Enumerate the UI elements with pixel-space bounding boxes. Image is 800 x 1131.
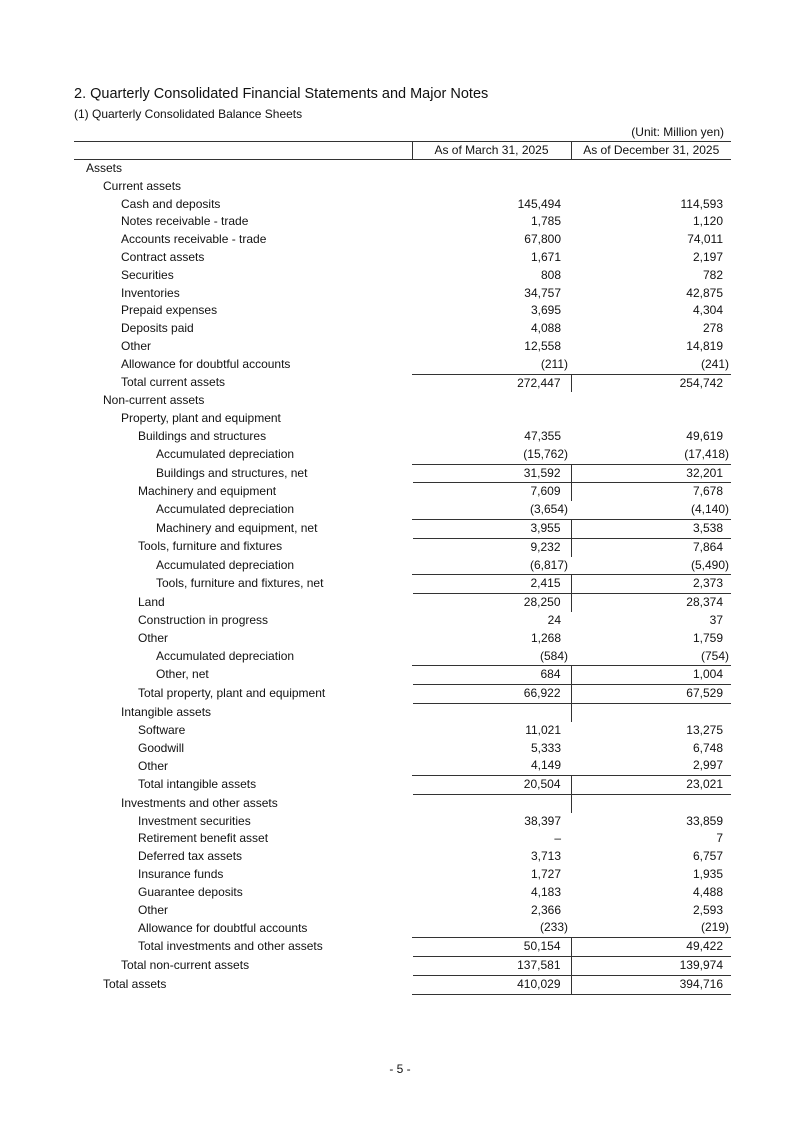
value-march-2025: 410,029 xyxy=(412,975,571,994)
table-row xyxy=(74,483,731,501)
table-row xyxy=(74,830,731,848)
value-december-2025: (754) xyxy=(700,648,729,663)
value-march-2025: 808 xyxy=(540,267,561,282)
value-december-2025 xyxy=(571,410,731,428)
value-march-2025: 3,713 xyxy=(530,849,561,864)
table-row xyxy=(74,501,731,519)
value-december-2025: 49,422 xyxy=(571,938,731,957)
table-row xyxy=(74,196,731,214)
value-december-2025: (219) xyxy=(700,920,729,935)
row-label: Tools, furniture and fixtures xyxy=(138,539,283,554)
row-label: Investments and other assets xyxy=(121,795,278,810)
value-december-2025: 782 xyxy=(702,267,723,282)
value-december-2025: 6,748 xyxy=(692,740,723,755)
table-row xyxy=(74,938,731,957)
value-december-2025: 13,275 xyxy=(686,722,723,737)
value-march-2025: 50,154 xyxy=(412,938,571,957)
table-row xyxy=(74,703,731,721)
value-december-2025 xyxy=(571,703,731,721)
row-label: Other xyxy=(138,902,169,917)
value-december-2025: 67,529 xyxy=(571,685,731,704)
value-december-2025: 42,875 xyxy=(686,285,723,300)
value-december-2025: 33,859 xyxy=(686,813,723,828)
row-label: Machinery and equipment, net xyxy=(156,520,318,535)
value-december-2025: 7,678 xyxy=(571,483,731,501)
table-row xyxy=(74,866,731,884)
value-december-2025: 4,304 xyxy=(692,303,723,318)
value-march-2025 xyxy=(412,703,571,721)
table-row xyxy=(74,902,731,920)
unit-note: (Unit: Million yen) xyxy=(631,125,724,139)
table-row xyxy=(74,757,731,775)
value-march-2025 xyxy=(412,160,571,178)
row-label: Other xyxy=(138,758,169,773)
value-december-2025: 1,004 xyxy=(571,666,731,685)
value-march-2025: 3,695 xyxy=(530,303,561,318)
table-row xyxy=(74,428,731,446)
row-label: Deferred tax assets xyxy=(138,849,243,864)
value-december-2025: (5,490) xyxy=(690,557,729,572)
row-label: Non-current assets xyxy=(103,393,205,408)
table-row xyxy=(74,813,731,831)
value-march-2025: 1,268 xyxy=(530,630,561,645)
table-row xyxy=(74,848,731,866)
value-december-2025: 3,538 xyxy=(571,519,731,538)
table-body xyxy=(74,160,731,995)
value-march-2025: 11,021 xyxy=(525,722,561,737)
value-march-2025: 47,355 xyxy=(524,428,561,443)
value-march-2025: 34,757 xyxy=(524,285,561,300)
table-row xyxy=(74,519,731,538)
table-row xyxy=(74,630,731,648)
section-heading: 2. Quarterly Consolidated Financial Statements and Major Notes xyxy=(74,86,489,102)
table-row xyxy=(74,410,731,428)
value-december-2025: 2,197 xyxy=(692,249,723,264)
row-label: Other xyxy=(138,630,169,645)
page-number: - 5 - xyxy=(389,1062,411,1076)
value-march-2025: 2,415 xyxy=(412,575,571,594)
row-label: Software xyxy=(138,722,186,737)
table-row xyxy=(74,160,731,178)
value-march-2025: 31,592 xyxy=(412,464,571,483)
value-march-2025: 24 xyxy=(547,612,561,627)
value-december-2025: 1,759 xyxy=(692,630,723,645)
row-label: Intangible assets xyxy=(121,704,212,719)
value-march-2025: 67,800 xyxy=(524,232,561,247)
table-row xyxy=(74,356,731,374)
table-row xyxy=(74,594,731,612)
value-december-2025: 2,373 xyxy=(571,575,731,594)
row-label: Insurance funds xyxy=(138,867,224,882)
row-label: Prepaid expenses xyxy=(121,303,218,318)
value-march-2025: 4,149 xyxy=(530,758,561,773)
table-row xyxy=(74,302,731,320)
value-march-2025: 272,447 xyxy=(412,374,571,392)
value-march-2025 xyxy=(412,410,571,428)
value-december-2025: 14,819 xyxy=(686,338,723,353)
value-december-2025: (4,140) xyxy=(690,502,729,517)
value-december-2025 xyxy=(571,794,731,812)
value-march-2025: 1,727 xyxy=(530,867,561,882)
row-label: Allowance for doubtful accounts xyxy=(138,920,308,935)
value-december-2025: 139,974 xyxy=(571,957,731,976)
table-row xyxy=(74,740,731,758)
table-row xyxy=(74,722,731,740)
value-march-2025: 137,581 xyxy=(412,957,571,976)
row-label: Current assets xyxy=(103,178,182,193)
table-row xyxy=(74,285,731,303)
value-march-2025: 145,494 xyxy=(517,196,561,211)
table-row xyxy=(74,392,731,410)
value-december-2025: 2,593 xyxy=(692,902,723,917)
value-december-2025: 37 xyxy=(709,612,723,627)
value-december-2025: 32,201 xyxy=(571,464,731,483)
value-march-2025: 3,955 xyxy=(412,519,571,538)
row-label: Guarantee deposits xyxy=(138,884,243,899)
row-label: Tools, furniture and fixtures, net xyxy=(156,576,324,591)
row-label: Cash and deposits xyxy=(121,196,221,211)
row-label: Total investments and other assets xyxy=(138,939,323,954)
value-march-2025: 4,088 xyxy=(530,321,561,336)
row-label: Accumulated depreciation xyxy=(156,648,295,663)
balance-sheet-table xyxy=(74,141,731,995)
value-december-2025 xyxy=(571,160,731,178)
column-header-march-2025: As of March 31, 2025 xyxy=(412,142,571,160)
row-label: Machinery and equipment xyxy=(138,484,277,499)
table-row xyxy=(74,919,731,937)
value-december-2025: 278 xyxy=(702,321,723,336)
table-row xyxy=(74,884,731,902)
row-label: Construction in progress xyxy=(138,612,269,627)
value-march-2025: 684 xyxy=(412,666,571,685)
value-march-2025: 12,558 xyxy=(524,338,561,353)
table-row xyxy=(74,446,731,464)
row-label: Other xyxy=(121,338,152,353)
table-row xyxy=(74,249,731,267)
table-row xyxy=(74,557,731,575)
value-march-2025: 5,333 xyxy=(530,740,561,755)
row-label: Contract assets xyxy=(121,249,205,264)
header-label-cell xyxy=(74,142,412,160)
value-december-2025: 2,997 xyxy=(692,758,723,773)
value-march-2025: 7,609 xyxy=(412,483,571,501)
value-march-2025: (6,817) xyxy=(529,557,568,572)
value-december-2025: 254,742 xyxy=(571,374,731,392)
table-row xyxy=(74,975,731,994)
table-row xyxy=(74,538,731,556)
value-march-2025: (211) xyxy=(540,356,568,371)
value-december-2025: 394,716 xyxy=(571,975,731,994)
value-march-2025: 66,922 xyxy=(412,685,571,704)
row-label: Inventories xyxy=(121,285,180,300)
row-label: Goodwill xyxy=(138,740,185,755)
value-march-2025 xyxy=(412,794,571,812)
section-subheading: (1) Quarterly Consolidated Balance Sheets xyxy=(74,107,303,121)
row-label: Securities xyxy=(121,267,174,282)
table-row xyxy=(74,464,731,483)
value-december-2025: 28,374 xyxy=(571,594,731,612)
value-december-2025: 7,864 xyxy=(571,538,731,556)
row-label: Accumulated depreciation xyxy=(156,447,295,461)
row-label: Total non-current assets xyxy=(121,958,250,973)
value-march-2025: (15,762) xyxy=(523,446,568,461)
row-label: Land xyxy=(138,594,165,609)
table-row xyxy=(74,374,731,392)
value-march-2025: 1,785 xyxy=(530,214,561,229)
table-row xyxy=(74,320,731,338)
row-label: Other, net xyxy=(156,667,209,682)
row-label: Accounts receivable - trade xyxy=(121,232,267,247)
table-row xyxy=(74,794,731,812)
table-row xyxy=(74,957,731,976)
value-december-2025: (17,418) xyxy=(684,446,729,461)
row-label: Total property, plant and equipment xyxy=(138,686,326,701)
value-march-2025: 9,232 xyxy=(412,538,571,556)
table-row xyxy=(74,575,731,594)
value-march-2025: – xyxy=(554,831,561,846)
value-march-2025: 20,504 xyxy=(412,776,571,795)
row-label: Retirement benefit asset xyxy=(138,831,269,846)
row-label: Accumulated depreciation xyxy=(156,557,295,572)
value-december-2025: 1,120 xyxy=(692,214,723,229)
value-december-2025: 114,593 xyxy=(680,196,723,211)
row-label: Total assets xyxy=(103,976,167,991)
value-march-2025: 38,397 xyxy=(524,813,561,828)
value-december-2025: 1,935 xyxy=(692,867,723,882)
table-row xyxy=(74,267,731,285)
value-march-2025: (233) xyxy=(539,920,568,935)
value-december-2025: 4,488 xyxy=(692,884,723,899)
table-row xyxy=(74,612,731,630)
value-december-2025 xyxy=(571,392,731,410)
row-label: Allowance for doubtful accounts xyxy=(121,357,291,372)
value-march-2025 xyxy=(412,178,571,196)
table-row xyxy=(74,776,731,795)
row-label: Buildings and structures xyxy=(138,428,267,443)
table-row xyxy=(74,213,731,231)
value-december-2025: 7 xyxy=(716,831,723,846)
value-december-2025: 6,757 xyxy=(692,849,723,864)
value-december-2025 xyxy=(571,178,731,196)
row-label: Total current assets xyxy=(121,375,226,390)
value-march-2025: 2,366 xyxy=(530,902,561,917)
row-label: Total intangible assets xyxy=(138,777,257,792)
value-december-2025: 74,011 xyxy=(687,232,723,247)
row-label: Property, plant and equipment xyxy=(121,411,281,426)
value-march-2025: (3,654) xyxy=(529,502,568,517)
column-header-december-2025: As of December 31, 2025 xyxy=(571,142,731,160)
table-row xyxy=(74,685,731,704)
value-march-2025: 1,671 xyxy=(530,249,561,264)
table-row xyxy=(74,178,731,196)
row-label: Notes receivable - trade xyxy=(121,214,249,229)
row-label: Accumulated depreciation xyxy=(156,502,295,517)
row-label: Buildings and structures, net xyxy=(156,465,308,480)
row-label: Assets xyxy=(86,161,123,175)
table-row xyxy=(74,648,731,666)
value-march-2025: 28,250 xyxy=(412,594,571,612)
value-december-2025: 23,021 xyxy=(571,776,731,795)
value-march-2025 xyxy=(412,392,571,410)
table-row xyxy=(74,666,731,685)
table-row xyxy=(74,338,731,356)
value-march-2025: 4,183 xyxy=(530,884,561,899)
table-header-row xyxy=(74,142,731,160)
row-label: Investment securities xyxy=(138,813,251,828)
value-march-2025: (584) xyxy=(539,648,568,663)
value-december-2025: (241) xyxy=(700,356,729,371)
row-label: Deposits paid xyxy=(121,321,194,336)
value-december-2025: 49,619 xyxy=(686,428,723,443)
table-row xyxy=(74,231,731,249)
